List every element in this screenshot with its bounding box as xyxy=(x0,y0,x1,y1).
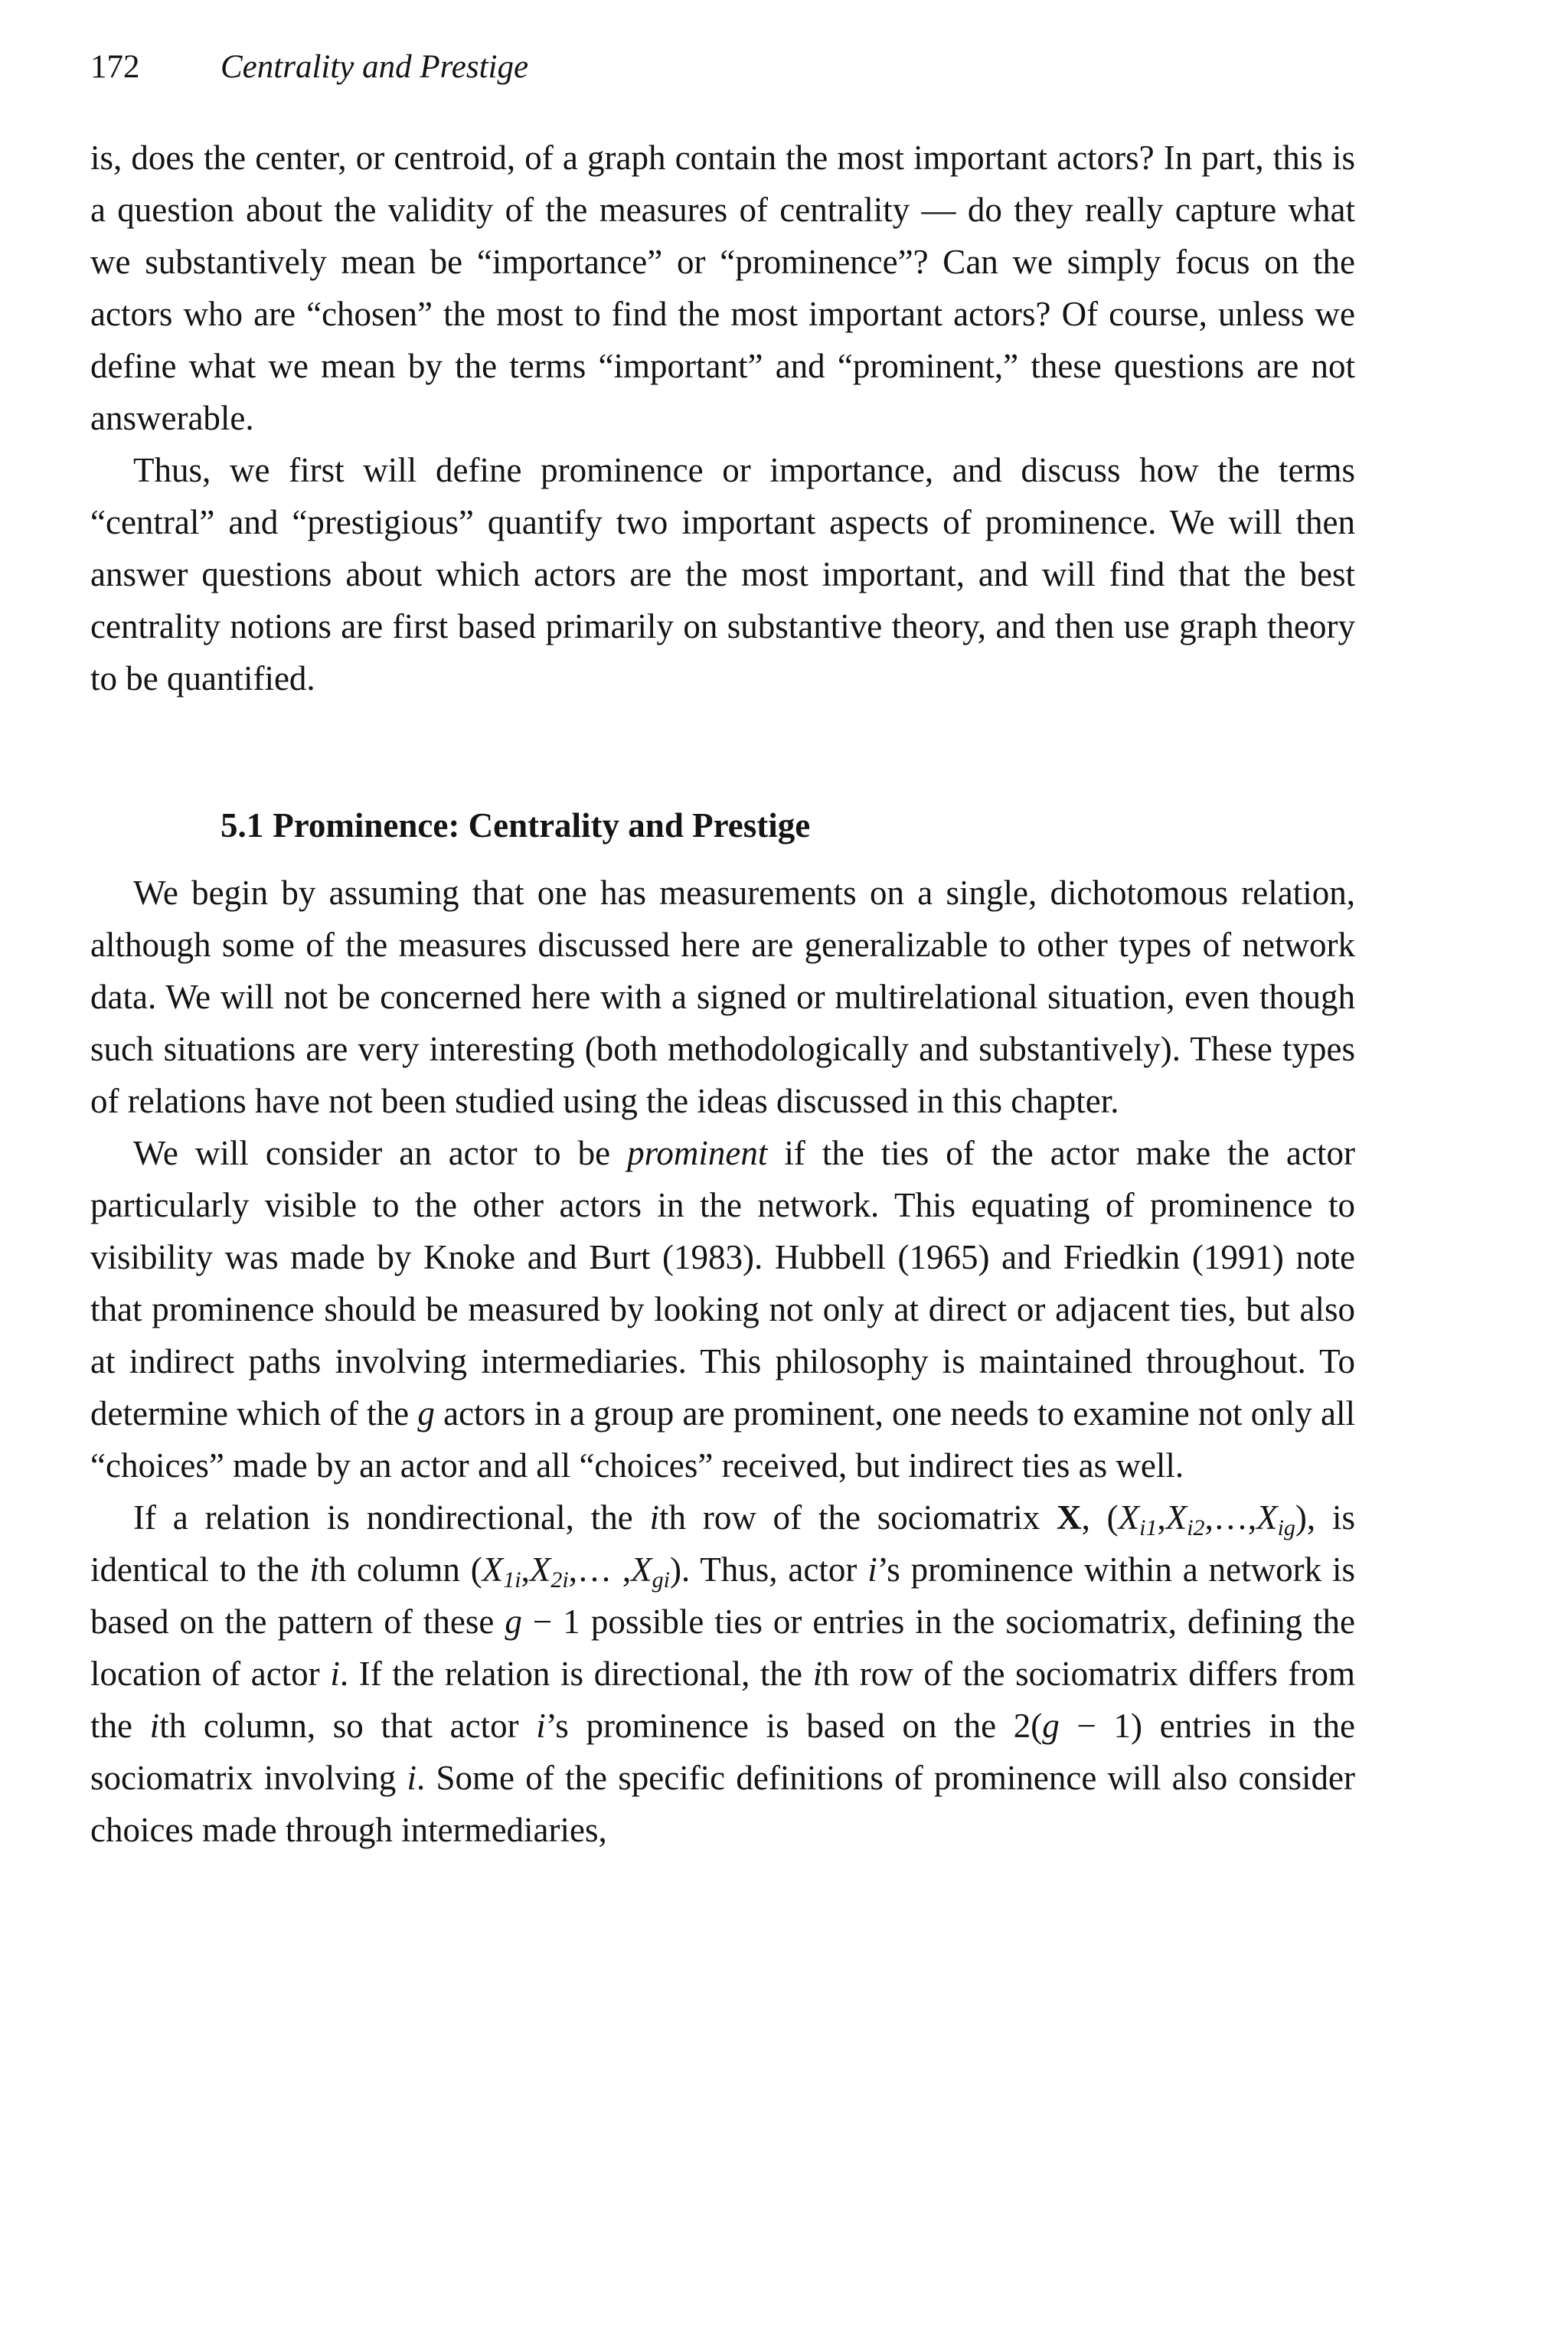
text-run: , xyxy=(521,1550,530,1589)
text-run: ’s prominence is based on the 2( xyxy=(545,1707,1043,1745)
section-paragraph-1: We begin by assuming that one has measurements on a single, dichotomous relation, although some of the measures discussed here are generalizable to other types of network data. We will not be concerned here with a signed or multirelational situation, even though such situations are very interesting (both methodologically and substantively). These types of relations have not been studied using the ideas discussed in this chapter. xyxy=(90,874,1355,1120)
text-run: − 1 possible ties or entries in the sociomatrix, defining the location of actor xyxy=(90,1603,1355,1693)
math-X: X xyxy=(1256,1498,1278,1537)
math-subscript: 2i xyxy=(550,1567,569,1593)
math-i: i xyxy=(407,1759,416,1797)
math-g: g xyxy=(417,1394,435,1433)
text-run: . Some of the specific definitions of prominence will also consider choices made through intermediaries, xyxy=(90,1759,1356,1849)
section-heading xyxy=(90,802,1355,848)
text-run: th row of the sociomatrix xyxy=(659,1498,1057,1537)
text-run: th row of the sociomatrix differs from the xyxy=(90,1655,1355,1745)
text-run: if the ties of the actor make the actor particularly visible to the other actors in the network. This equating of prominence to visibility was made by Knoke and Burt (1983). Hubbell (1965) and Friedkin (1991) note that prominence should be measured by looking not only at direct or adjacent ties, but also at indirect paths involving intermediaries. This philosophy is maintained throughout. To determine which of the xyxy=(90,1134,1355,1433)
section-paragraph-2 xyxy=(90,1127,1355,1491)
text-run: ). Thus, actor xyxy=(669,1550,868,1589)
section-title: Prominence: Centrality and Prestige xyxy=(273,806,811,845)
text-run: actors in a group are prominent, one needs to examine not only all “choices” made by an actor and all “choices” received, but indirect ties as well. xyxy=(90,1394,1356,1485)
math-X: X xyxy=(631,1550,652,1589)
math-X: X xyxy=(482,1550,504,1589)
book-page xyxy=(90,44,1355,1856)
math-subscript: ig xyxy=(1277,1515,1295,1540)
emphasis-prominent: prominent xyxy=(627,1134,768,1172)
text-run: We will consider an actor to be xyxy=(133,1134,628,1172)
math-i: i xyxy=(536,1707,546,1745)
running-head xyxy=(90,44,1355,90)
math-i: i xyxy=(867,1550,877,1589)
text-run: ), is identical to the xyxy=(90,1498,1355,1589)
text-run: ,… , xyxy=(568,1550,632,1589)
intro-paragraph-1: is, does the center, or centroid, of a graph contain the most important actors? In part, this is a question about the validity of the measures of centrality — do they really capture what we substantively mean be “importance” or “prominence”? Can we simply focus on the actors who are “chosen” the most to find the most important actors? Of course, unless we define what we mean by the terms “important” and “prominent,” these questions are not answerable. xyxy=(90,139,1355,437)
intro-paragraph-2: Thus, we first will define prominence or importance, and discuss how the terms “central” and “prestigious” quantify two important aspects of prominence. We will then answer questions about which actors are the most important, and will find that the best centrality notions are first based primarily on substantive theory, and then use graph theory to be quantified. xyxy=(90,451,1355,698)
math-X: X xyxy=(529,1550,551,1589)
text-run: th column ( xyxy=(319,1550,482,1589)
text-run: , ( xyxy=(1081,1498,1119,1537)
text-run: ’s prominence within a network is based on the pattern of these xyxy=(90,1550,1356,1641)
text-run: , xyxy=(1157,1498,1166,1537)
text-run: ,…, xyxy=(1204,1498,1257,1537)
math-i: i xyxy=(330,1655,340,1693)
text-run: − 1) entries in the sociomatrix involving xyxy=(90,1707,1356,1797)
math-subscript: i2 xyxy=(1187,1515,1205,1540)
math-X: X xyxy=(1118,1498,1140,1537)
math-i: i xyxy=(649,1498,660,1537)
math-g: g xyxy=(1042,1707,1060,1745)
math-i: i xyxy=(309,1550,320,1589)
text-run: If a relation is nondirectional, the xyxy=(133,1498,650,1537)
page-number: 172 xyxy=(90,49,140,85)
math-g: g xyxy=(505,1603,522,1641)
math-subscript: gi xyxy=(652,1567,670,1593)
math-subscript: 1i xyxy=(503,1567,521,1593)
math-i: i xyxy=(149,1707,160,1745)
math-i: i xyxy=(812,1655,823,1693)
text-run: th column, so that actor xyxy=(159,1707,537,1745)
math-subscript: i1 xyxy=(1139,1515,1158,1540)
math-X: X xyxy=(1165,1498,1187,1537)
text-run: . If the relation is directional, the xyxy=(339,1655,813,1693)
math-sociomatrix-X: X xyxy=(1057,1498,1082,1537)
running-title: Centrality and Prestige xyxy=(220,49,529,85)
section-paragraph-3 xyxy=(90,1491,1355,1856)
section-number: 5.1 xyxy=(220,806,264,845)
